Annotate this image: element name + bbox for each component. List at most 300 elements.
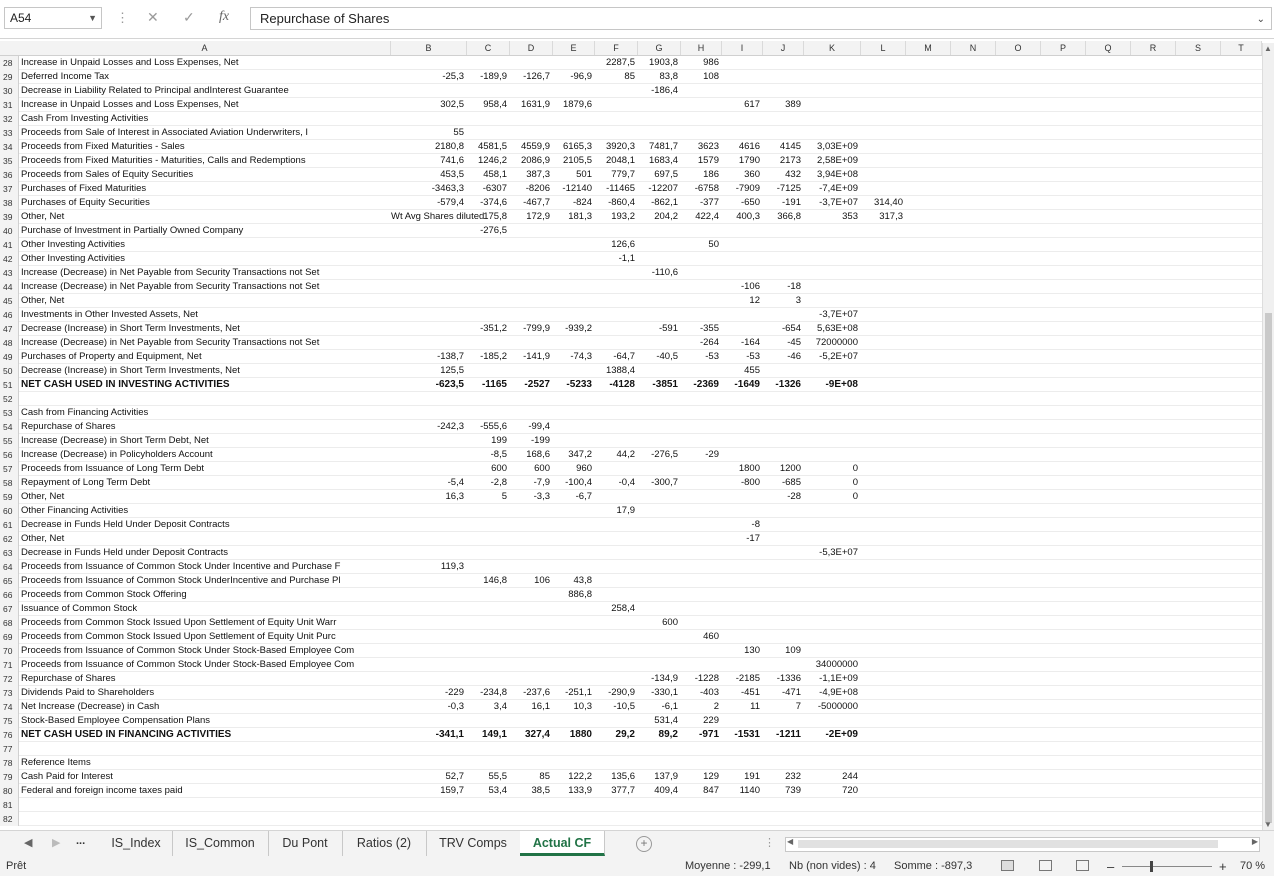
cell-b[interactable]: 16,3	[445, 491, 464, 502]
cell-j[interactable]: 366,8	[777, 211, 801, 222]
cell-g[interactable]: 83,8	[659, 71, 678, 82]
cell-label[interactable]: Net Increase (Decrease) in Cash	[21, 701, 160, 712]
cell-f[interactable]: -860,4	[608, 197, 635, 208]
cell-label[interactable]	[21, 392, 391, 406]
cell-label[interactable]: Increase (Decrease) in Net Payable from Security Transactions not Set	[21, 267, 320, 278]
cell-j[interactable]: 2173	[779, 155, 801, 166]
cell-f[interactable]: -0,4	[618, 477, 635, 488]
row-number[interactable]: 38	[0, 196, 19, 210]
cell-e[interactable]: -5233	[566, 379, 592, 390]
cell-e[interactable]: 960	[576, 463, 592, 474]
cell-c[interactable]: 149,1	[481, 729, 507, 740]
column-header-p[interactable]: P	[1041, 41, 1086, 55]
row-number[interactable]: 78	[0, 756, 19, 770]
row-number[interactable]: 60	[0, 504, 19, 518]
cell-i[interactable]: 617	[744, 99, 760, 110]
cell-label[interactable]: Repurchase of Shares	[21, 673, 116, 684]
row-number[interactable]: 71	[0, 658, 19, 672]
cell-i[interactable]: 1790	[738, 155, 760, 166]
cell-label[interactable]: Proceeds from Issuance of Common Stock Under Stock-Based Employee Com	[21, 645, 355, 656]
cell-d[interactable]: -2527	[524, 379, 550, 390]
row-number[interactable]: 76	[0, 728, 19, 742]
cell-e[interactable]: 10,3	[573, 701, 592, 712]
cell-h[interactable]: 422,4	[695, 211, 719, 222]
cell-b[interactable]: 453,5	[440, 169, 464, 180]
row-number[interactable]: 69	[0, 630, 19, 644]
column-header-i[interactable]: I	[722, 41, 763, 55]
cell-j[interactable]: -1326	[775, 379, 801, 390]
cell-k[interactable]: 3,03E+09	[817, 141, 858, 152]
page-layout-view-icon[interactable]	[1039, 860, 1052, 871]
row-number[interactable]: 31	[0, 98, 19, 112]
cell-d[interactable]: 4559,9	[520, 141, 550, 152]
cell-j[interactable]: 232	[785, 771, 801, 782]
cell-g[interactable]: 697,5	[654, 169, 678, 180]
enter-icon[interactable]: ✓	[183, 9, 195, 25]
cell-j[interactable]: -471	[781, 687, 801, 698]
cell-j[interactable]: 7	[795, 701, 801, 712]
cell-label[interactable]: Increase (Decrease) in Net Payable from Security Transactions not Set	[21, 337, 320, 348]
cell-label[interactable]: NET CASH USED IN INVESTING ACTIVITIES	[21, 379, 230, 390]
cell-label[interactable]: Other Investing Activities	[21, 253, 126, 264]
cell-f[interactable]: 29,2	[615, 729, 635, 740]
cell-label[interactable]: Other, Net	[21, 533, 65, 544]
cell-k[interactable]: -3,7E+07	[819, 309, 858, 320]
cell-k[interactable]: -5,2E+07	[819, 351, 858, 362]
row-number[interactable]: 52	[0, 392, 19, 406]
cell-k[interactable]: -1,1E+09	[819, 673, 858, 684]
cell-e[interactable]: -100,4	[565, 477, 592, 488]
cell-e[interactable]: 181,3	[568, 211, 592, 222]
cell-label[interactable]: Purchases of Equity Securities	[21, 197, 150, 208]
cell-g[interactable]: 137,9	[654, 771, 678, 782]
zoom-in-icon[interactable]: +	[1219, 859, 1227, 874]
row-number[interactable]: 41	[0, 238, 19, 252]
cell-b[interactable]: -242,3	[437, 421, 464, 432]
cell-d[interactable]: -467,7	[523, 197, 550, 208]
cell-f[interactable]: 193,2	[611, 211, 635, 222]
cell-c[interactable]: -8,5	[490, 449, 507, 460]
cell-label[interactable]: Increase in Unpaid Losses and Loss Expenses, Net	[21, 99, 239, 110]
cell-j[interactable]: 432	[785, 169, 801, 180]
cell-label[interactable]: Proceeds from Sales of Equity Securities	[21, 169, 194, 180]
column-header-o[interactable]: O	[996, 41, 1041, 55]
cell-label[interactable]: Increase (Decrease) in Net Payable from Security Transactions not Set	[21, 281, 320, 292]
cell-j[interactable]: -46	[787, 351, 801, 362]
cell-e[interactable]: -12140	[562, 183, 592, 194]
column-header-m[interactable]: M	[906, 41, 951, 55]
sheet-tab-du-pont[interactable]: Du Pont	[268, 831, 343, 856]
row-number[interactable]: 54	[0, 420, 19, 434]
zoom-out-icon[interactable]: –	[1107, 859, 1115, 874]
cell-e[interactable]: -251,1	[565, 687, 592, 698]
cell-k[interactable]: -5000000	[817, 701, 858, 712]
cell-d[interactable]: 168,6	[526, 449, 550, 460]
cell-label[interactable]: NET CASH USED IN FINANCING ACTIVITIES	[21, 729, 232, 740]
cell-g[interactable]: 600	[662, 617, 678, 628]
row-number[interactable]: 30	[0, 84, 19, 98]
cell-b[interactable]: -229	[444, 687, 464, 698]
cell-i[interactable]: 4616	[738, 141, 760, 152]
cell-f[interactable]: -1,1	[618, 253, 635, 264]
row-number[interactable]: 50	[0, 364, 19, 378]
cell-e[interactable]: -824	[572, 197, 592, 208]
cell-label[interactable]: Decrease in Liability Related to Principal andInterest Guarantee	[21, 85, 289, 96]
sheet-tab-is-common[interactable]: IS_Common	[172, 831, 269, 856]
cell-label[interactable]: Increase (Decrease) in Policyholders Account	[21, 449, 213, 460]
cell-k[interactable]: 3,94E+08	[817, 169, 858, 180]
cell-i[interactable]: -106	[740, 281, 760, 292]
cell-f[interactable]: 3920,3	[605, 141, 635, 152]
cell-j[interactable]: -7125	[776, 183, 801, 194]
cell-f[interactable]: -64,7	[613, 351, 635, 362]
cell-f[interactable]: 17,9	[616, 505, 635, 516]
row-number[interactable]: 28	[0, 56, 19, 70]
cell-g[interactable]: -186,4	[651, 85, 678, 96]
horizontal-scroll-thumb[interactable]	[798, 840, 1218, 848]
row-number[interactable]: 37	[0, 182, 19, 196]
cell-b[interactable]: -3463,3	[431, 183, 464, 194]
cell-h[interactable]: -355	[699, 323, 719, 334]
cell-b[interactable]: 2180,8	[434, 141, 464, 152]
cell-i[interactable]: 12	[749, 295, 760, 306]
row-number[interactable]: 62	[0, 532, 19, 546]
cell-g[interactable]: 89,2	[658, 729, 678, 740]
cell-label[interactable]: Cash Paid for Interest	[21, 771, 113, 782]
cell-label[interactable]: Cash from Financing Activities	[21, 407, 149, 418]
cell-k[interactable]: 34000000	[815, 659, 858, 670]
cell-f[interactable]: -290,9	[608, 687, 635, 698]
cell-label[interactable]: Proceeds from Sale of Interest in Associated Aviation Underwriters, I	[21, 127, 309, 138]
zoom-level[interactable]: 70 %	[1240, 860, 1266, 872]
cell-label[interactable]: Proceeds from Issuance of Long Term Debt	[21, 463, 205, 474]
cell-j[interactable]: 389	[785, 99, 801, 110]
cell-i[interactable]: -650	[740, 197, 760, 208]
cell-e[interactable]: -96,9	[570, 71, 592, 82]
row-number[interactable]: 79	[0, 770, 19, 784]
cell-label[interactable]: Other, Net	[21, 211, 65, 222]
cell-f[interactable]: -10,5	[613, 701, 635, 712]
cell-label[interactable]: Cash From Investing Activities	[21, 113, 149, 124]
cell-j[interactable]: -45	[787, 337, 801, 348]
cell-j[interactable]: -1211	[775, 729, 801, 740]
cell-e[interactable]: 133,9	[568, 785, 592, 796]
cell-j[interactable]: -654	[781, 323, 801, 334]
cell-f[interactable]: -4128	[609, 379, 635, 390]
cell-h[interactable]: -53	[705, 351, 719, 362]
cell-d[interactable]: -8206	[525, 183, 550, 194]
column-header-q[interactable]: Q	[1086, 41, 1131, 55]
cancel-icon[interactable]: ✕	[147, 9, 159, 25]
cell-f[interactable]: 779,7	[611, 169, 635, 180]
row-number[interactable]: 42	[0, 252, 19, 266]
cell-b[interactable]: -579,4	[437, 197, 464, 208]
cell-h[interactable]: 2	[713, 701, 719, 712]
cell-label[interactable]: Proceeds from Issuance of Common Stock Under Stock-Based Employee Com	[21, 659, 355, 670]
cell-h[interactable]: 108	[703, 71, 719, 82]
cell-i[interactable]: -17	[746, 533, 760, 544]
cell-c[interactable]: 5	[501, 491, 507, 502]
cell-i[interactable]: -451	[740, 687, 760, 698]
row-number[interactable]: 66	[0, 588, 19, 602]
cell-g[interactable]: 1683,4	[648, 155, 678, 166]
row-number[interactable]: 55	[0, 434, 19, 448]
cell-c[interactable]: 55,5	[488, 771, 507, 782]
cell-c[interactable]: 458,1	[483, 169, 507, 180]
row-number[interactable]: 49	[0, 350, 19, 364]
cell-h[interactable]: -1228	[694, 673, 719, 684]
cell-b[interactable]: -0,3	[447, 701, 464, 712]
column-header-t[interactable]: T	[1221, 41, 1262, 55]
cell-f[interactable]: 85	[624, 71, 635, 82]
cell-label[interactable]: Decrease in Funds Held Under Deposit Contracts	[21, 519, 230, 530]
row-number[interactable]: 32	[0, 112, 19, 126]
cell-d[interactable]: 2086,9	[520, 155, 550, 166]
row-number[interactable]: 33	[0, 126, 19, 140]
cell-b[interactable]: -25,3	[442, 71, 464, 82]
cell-f[interactable]: 44,2	[616, 449, 635, 460]
cell-h[interactable]: -264	[699, 337, 719, 348]
cell-label[interactable]: Issuance of Common Stock	[21, 603, 138, 614]
cell-g[interactable]: -591	[658, 323, 678, 334]
cell-f[interactable]: 258,4	[611, 603, 635, 614]
cell-h[interactable]: 3623	[697, 141, 719, 152]
cell-label[interactable]	[21, 798, 391, 812]
spreadsheet-grid[interactable]	[0, 39, 1262, 830]
row-number[interactable]: 57	[0, 462, 19, 476]
row-number[interactable]: 74	[0, 700, 19, 714]
cell-d[interactable]: 38,5	[531, 785, 550, 796]
scroll-left-icon[interactable]: ◀	[787, 837, 794, 846]
cell-b[interactable]: 159,7	[440, 785, 464, 796]
row-number[interactable]: 75	[0, 714, 19, 728]
cell-d[interactable]: -3,3	[533, 491, 550, 502]
column-header-a[interactable]: A	[19, 41, 391, 55]
column-header-e[interactable]: E	[553, 41, 595, 55]
cell-k[interactable]: 353	[842, 211, 858, 222]
cell-c[interactable]: -2,8	[490, 477, 507, 488]
cell-d[interactable]: 85	[539, 771, 550, 782]
cell-c[interactable]: 958,4	[483, 99, 507, 110]
cell-h[interactable]: 986	[703, 57, 719, 68]
row-number[interactable]: 45	[0, 294, 19, 308]
cell-e[interactable]: 1879,6	[562, 99, 592, 110]
cell-label[interactable]: Federal and foreign income taxes paid	[21, 785, 183, 796]
sheet-tab-ratios-2[interactable]: Ratios (2)	[342, 831, 427, 856]
cell-b[interactable]: 302,5	[440, 99, 464, 110]
cell-c[interactable]: -1165	[481, 379, 507, 390]
cell-j[interactable]: -28	[787, 491, 801, 502]
zoom-slider[interactable]	[1122, 866, 1212, 867]
sheet-tab-trv-comps[interactable]: TRV Comps	[426, 831, 521, 856]
cell-b[interactable]: 125,5	[440, 365, 464, 376]
cell-g[interactable]: -276,5	[651, 449, 678, 460]
cell-label[interactable]: Repayment of Long Term Debt	[21, 477, 151, 488]
cell-f[interactable]: -11465	[606, 183, 635, 194]
prev-sheet-icon[interactable]: ◀	[24, 837, 33, 849]
cell-label[interactable]: Proceeds from Fixed Maturities - Sales	[21, 141, 185, 152]
row-number[interactable]: 53	[0, 406, 19, 420]
cell-label[interactable]	[21, 812, 391, 826]
horizontal-scrollbar[interactable]	[785, 837, 1260, 852]
cell-j[interactable]: 3	[795, 295, 801, 306]
column-header-r[interactable]: R	[1131, 41, 1176, 55]
cell-h[interactable]: 847	[703, 785, 719, 796]
cell-i[interactable]: 11	[750, 701, 760, 712]
next-sheet-icon[interactable]: ▶	[52, 837, 61, 849]
cell-label[interactable]: Decrease (Increase) in Short Term Investments, Net	[21, 323, 240, 334]
cell-label[interactable]: Purchases of Fixed Maturities	[21, 183, 147, 194]
cell-i[interactable]: 1800	[738, 463, 760, 474]
cell-g[interactable]: -862,1	[651, 197, 678, 208]
cell-i[interactable]: -7909	[735, 183, 760, 194]
cell-label[interactable]: Increase in Unpaid Losses and Loss Expenses, Net	[21, 57, 239, 68]
cell-c[interactable]: -374,6	[480, 197, 507, 208]
cell-e[interactable]: 886,8	[568, 589, 592, 600]
cell-b[interactable]: -623,5	[435, 379, 464, 390]
cell-c[interactable]: 53,4	[488, 785, 507, 796]
cell-k[interactable]: 244	[842, 771, 858, 782]
cell-d[interactable]: 172,9	[526, 211, 550, 222]
cell-label[interactable]: Other, Net	[21, 295, 65, 306]
column-header-f[interactable]: F	[595, 41, 638, 55]
cell-g[interactable]: -300,7	[651, 477, 678, 488]
vertical-scrollbar[interactable]	[1262, 43, 1274, 830]
cell-label[interactable]: Reference Items	[21, 757, 91, 768]
row-number[interactable]: 77	[0, 742, 19, 756]
cell-d[interactable]: -99,4	[528, 421, 550, 432]
cell-b[interactable]: 741,6	[440, 155, 464, 166]
chevron-down-icon[interactable]: ▼	[88, 13, 97, 23]
cell-d[interactable]: -7,9	[533, 477, 550, 488]
cell-d[interactable]: -237,6	[523, 687, 550, 698]
add-sheet-icon[interactable]: +	[636, 836, 652, 852]
formula-input[interactable]	[250, 7, 1272, 30]
insert-function-icon[interactable]: fx	[219, 9, 230, 24]
column-header-s[interactable]: S	[1176, 41, 1221, 55]
cell-h[interactable]: 460	[703, 631, 719, 642]
cell-j[interactable]: -18	[787, 281, 801, 292]
column-header-c[interactable]: C	[467, 41, 510, 55]
cell-j[interactable]: -1336	[776, 673, 801, 684]
cell-k[interactable]: -4,9E+08	[819, 687, 858, 698]
cell-j[interactable]: 4145	[779, 141, 801, 152]
cell-label[interactable]: Other Financing Activities	[21, 505, 129, 516]
row-number[interactable]: 43	[0, 266, 19, 280]
cell-b[interactable]: -341,1	[435, 729, 464, 740]
row-number[interactable]: 80	[0, 784, 19, 798]
cell-h[interactable]: -403	[699, 687, 719, 698]
cell-k[interactable]: -3,7E+07	[819, 197, 858, 208]
row-number[interactable]: 65	[0, 574, 19, 588]
cell-g[interactable]: 409,4	[654, 785, 678, 796]
row-number[interactable]: 34	[0, 140, 19, 154]
cell-d[interactable]: -126,7	[523, 71, 550, 82]
cell-label[interactable]: Purchase of Investment in Partially Owned Company	[21, 225, 244, 236]
cell-d[interactable]: 106	[534, 575, 550, 586]
cell-label[interactable]: Purchases of Property and Equipment, Net	[21, 351, 202, 362]
cell-d[interactable]: 600	[534, 463, 550, 474]
cell-c[interactable]: -351,2	[480, 323, 507, 334]
column-header-j[interactable]: J	[763, 41, 804, 55]
cell-g[interactable]: 204,2	[654, 211, 678, 222]
name-box[interactable]	[4, 7, 102, 29]
cell-i[interactable]: -1531	[734, 729, 760, 740]
cell-e[interactable]: -939,2	[565, 323, 592, 334]
cell-k[interactable]: 72000000	[815, 337, 858, 348]
cell-e[interactable]: 347,2	[568, 449, 592, 460]
cell-f[interactable]: 2287,5	[605, 57, 635, 68]
cell-k[interactable]: 5,63E+08	[817, 323, 858, 334]
normal-view-icon[interactable]	[1001, 860, 1014, 871]
cell-j[interactable]: 1200	[779, 463, 801, 474]
sheet-tab-is-index[interactable]: IS_Index	[100, 831, 173, 856]
cell-e[interactable]: 1880	[569, 729, 592, 740]
cell-g[interactable]: -40,5	[656, 351, 678, 362]
cell-e[interactable]: 122,2	[568, 771, 592, 782]
cell-c[interactable]: -6307	[482, 183, 507, 194]
cell-g[interactable]: -134,9	[651, 673, 678, 684]
row-number[interactable]: 82	[0, 812, 19, 826]
cell-h[interactable]: -377	[699, 197, 719, 208]
cell-h[interactable]: 186	[703, 169, 719, 180]
cell-f[interactable]: 377,7	[611, 785, 635, 796]
cell-b[interactable]: Wt Avg Shares diluted	[391, 211, 485, 222]
cell-c[interactable]: 199	[491, 435, 507, 446]
cell-k[interactable]: 2,58E+09	[817, 155, 858, 166]
row-number[interactable]: 47	[0, 322, 19, 336]
cell-label[interactable]: Other, Net	[21, 491, 65, 502]
cell-c[interactable]: 4581,5	[477, 141, 507, 152]
cell-d[interactable]: -141,9	[523, 351, 550, 362]
cell-i[interactable]: 191	[744, 771, 760, 782]
row-number[interactable]: 56	[0, 448, 19, 462]
row-number[interactable]: 59	[0, 490, 19, 504]
column-header-n[interactable]: N	[951, 41, 996, 55]
vertical-scroll-thumb[interactable]	[1265, 313, 1272, 823]
cell-h[interactable]: 129	[703, 771, 719, 782]
cell-j[interactable]: 109	[785, 645, 801, 656]
cell-f[interactable]: 126,6	[611, 239, 635, 250]
cell-k[interactable]: 720	[842, 785, 858, 796]
more-sheets-button[interactable]: ...	[76, 835, 86, 847]
row-number[interactable]: 61	[0, 518, 19, 532]
cell-b[interactable]: -5,4	[447, 477, 464, 488]
cell-d[interactable]: 387,3	[526, 169, 550, 180]
cell-h[interactable]: 50	[708, 239, 719, 250]
cell-h[interactable]: -971	[698, 729, 719, 740]
row-number[interactable]: 70	[0, 644, 19, 658]
cell-k[interactable]: 0	[852, 463, 858, 474]
cell-i[interactable]: -1649	[734, 379, 760, 390]
cell-h[interactable]: 229	[703, 715, 719, 726]
cell-g[interactable]: -330,1	[651, 687, 678, 698]
cell-i[interactable]: -164	[740, 337, 760, 348]
cell-c[interactable]: 146,8	[483, 575, 507, 586]
column-header-b[interactable]: B	[391, 41, 467, 55]
scroll-right-icon[interactable]: ▶	[1251, 837, 1258, 846]
row-number[interactable]: 72	[0, 672, 19, 686]
scroll-down-icon[interactable]: ▼	[1264, 820, 1272, 829]
cell-c[interactable]: -185,2	[480, 351, 507, 362]
cell-k[interactable]: 0	[852, 491, 858, 502]
page-break-view-icon[interactable]	[1076, 860, 1089, 871]
cell-i[interactable]: 1140	[739, 785, 760, 796]
cell-c[interactable]: 175,8	[483, 211, 507, 222]
cell-b[interactable]: -138,7	[437, 351, 464, 362]
row-number[interactable]: 51	[0, 378, 19, 392]
cell-f[interactable]: 135,6	[611, 771, 635, 782]
